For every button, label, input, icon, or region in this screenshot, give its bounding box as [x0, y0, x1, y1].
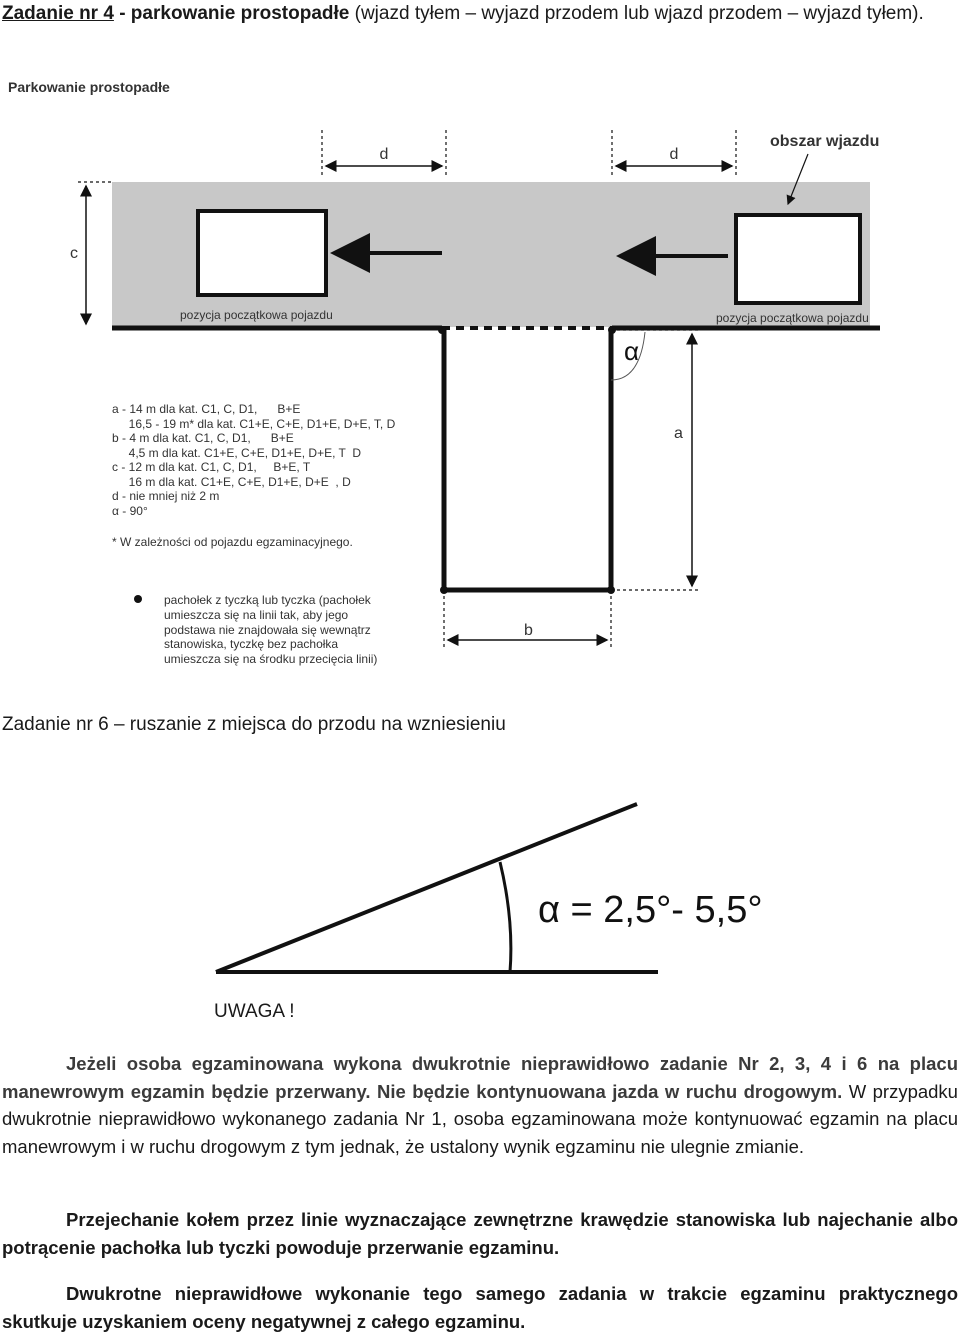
angle-label: α = 2,5°- 5,5°: [538, 889, 763, 931]
alpha-label: α: [624, 336, 640, 366]
cone-note-line: pachołek z tyczką lub tyczka (pachołek: [164, 593, 371, 607]
legend-line: a - 14 m dla kat. C1, C, D1, B+E: [112, 402, 301, 416]
legend-line: c - 12 m dla kat. C1, C, D1, B+E, T: [112, 460, 311, 474]
task6-heading: Zadanie nr 6 – ruszanie z miejsca do przodu na wzniesieniu: [2, 714, 506, 735]
cone-legend-dot: [134, 595, 142, 603]
task4-heading: [2, 0, 958, 28]
notice-p2: Przejechanie kołem przez linie wyznaczające zewnętrzne krawędzie stanowiska lub najechanie albo potrącenie pachołka lub tyczki powoduje przerwanie egzaminu.: [2, 1209, 958, 1258]
cone-note-line: podstawa nie znajdowała się wewnątrz: [164, 623, 371, 637]
legend-line: 4,5 m dla kat. C1+E, C+E, D1+E, D+E, T D: [112, 446, 361, 460]
label-a: a: [674, 425, 683, 442]
cone-note-line: umieszcza się na środku przecięcia linii): [164, 652, 378, 666]
task4-bold-title: - parkowanie prostopadłe: [119, 3, 350, 24]
dimension-legend: [112, 402, 396, 549]
notice-paragraph-2: [2, 1206, 958, 1261]
start-position-right: pozycja początkowa pojazdu: [716, 311, 869, 325]
label-d-left: d: [379, 146, 389, 163]
legend-line: α - 90°: [112, 504, 148, 518]
legend-footnote: * W zależności od pojazdu egzaminacyjnego.: [112, 535, 353, 549]
legend-line: b - 4 m dla kat. C1, C, D1, B+E: [112, 431, 294, 445]
diagram-title: Parkowanie prostopadłe: [8, 79, 170, 95]
slope-line: [216, 804, 637, 972]
notice-p1-bold: Jeżeli osoba egzaminowana wykona dwukrotnie nieprawidłowo zadanie Nr 2, 3, 4 i 6 na placu manewrowym egzamin będzie przerwany. Nie będzie kontynuowana jazda w ruchu drogowym.: [2, 1053, 958, 1102]
label-c: c: [70, 245, 78, 262]
label-d-right: d: [669, 146, 679, 163]
legend-line: 16 m dla kat. C1+E, C+E, D1+E, D+E , D: [112, 475, 351, 489]
legend-line: d - nie mniej niż 2 m: [112, 489, 220, 503]
entry-area-label: obszar wjazdu: [770, 133, 880, 150]
notice-paragraph-1: [2, 1050, 958, 1160]
legend-line: 16,5 - 19 m* dla kat. C1+E, C+E, D1+E, D+E, T, D: [112, 417, 396, 431]
incline-diagram: [0, 770, 960, 990]
cone-note-line: umieszcza się na linii tak, aby jego: [164, 608, 349, 622]
start-position-left: pozycja początkowa pojazdu: [180, 308, 333, 322]
cone-note: [164, 593, 377, 666]
notice-p1-rest: W przypadku dwukrotnie nieprawidłowo wykonanego zadania Nr 1, osoba egzaminowana może kontynuować egzamin na placu manewrowym i w ruchu drogowym z tym jednak, że ustalony wynik egzaminu nie ulegnie zmianie.: [2, 1080, 958, 1157]
notice-paragraph-3: [2, 1280, 958, 1335]
parking-diagram: [0, 70, 960, 670]
vehicle-right: [736, 215, 860, 303]
task4-rest: (wjazd tyłem – wyjazd przodem lub wjazd przodem – wyjazd tyłem).: [349, 3, 924, 24]
vehicle-left: [198, 211, 326, 295]
angle-arc: [500, 862, 511, 972]
cone-note-line: stanowiska, tyczkę bez pachołka: [164, 637, 339, 651]
label-b: b: [524, 622, 533, 639]
cone-marker: [438, 326, 446, 334]
notice-p3: Dwukrotne nieprawidłowe wykonanie tego samego zadania w trakcie egzaminu praktycznego skutkuje uzyskaniem oceny negatywnej z całego egzaminu.: [2, 1283, 958, 1332]
task4-label: Zadanie nr 4: [2, 3, 114, 24]
notice-label: UWAGA !: [214, 1001, 295, 1022]
